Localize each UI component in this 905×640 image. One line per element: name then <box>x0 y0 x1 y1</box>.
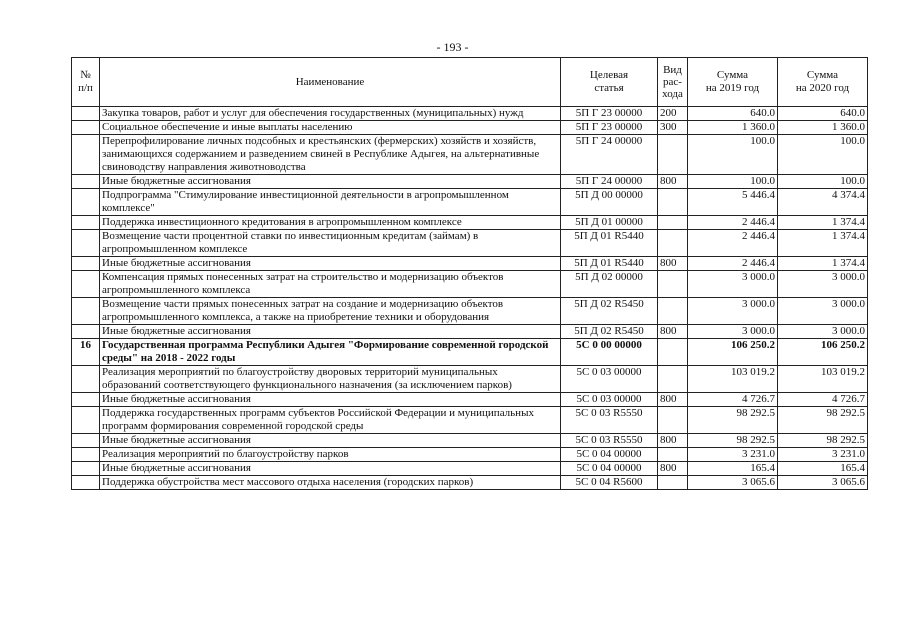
cell-num <box>72 366 100 393</box>
cell-num <box>72 298 100 325</box>
cell-sum-2020: 1 374.4 <box>778 230 868 257</box>
cell-sum-2019: 3 231.0 <box>688 448 778 462</box>
cell-target-code: 5П Д 01 R5440 <box>561 230 658 257</box>
cell-sum-2020: 106 250.2 <box>778 339 868 366</box>
cell-sum-2020: 165.4 <box>778 462 868 476</box>
cell-expense-type: 300 <box>658 121 688 135</box>
cell-name: Компенсация прямых понесенных затрат на строительство и модернизацию объектов агропромышленного комплекса <box>100 271 561 298</box>
cell-name: Возмещение части прямых понесенных затрат на создание и модернизацию объектов агропромышленного комплекса, а также на приобретение техники и оборудования <box>100 298 561 325</box>
cell-name: Перепрофилирование личных подсобных и крестьянских (фермерских) хозяйств и хозяйств, занимающихся содержанием и разведением свиней в Республике Адыгея, на альтернативные свиноводству направления животноводства <box>100 135 561 175</box>
table-row <box>72 407 868 434</box>
cell-sum-2020: 4 726.7 <box>778 393 868 407</box>
cell-sum-2020: 98 292.5 <box>778 434 868 448</box>
table-row <box>72 339 868 366</box>
cell-sum-2019: 100.0 <box>688 135 778 175</box>
cell-name: Поддержка обустройства мест массового отдыха населения (городских парков) <box>100 476 561 490</box>
cell-target-code: 5С 0 03 R5550 <box>561 407 658 434</box>
cell-num <box>72 135 100 175</box>
cell-name: Иные бюджетные ассигнования <box>100 257 561 271</box>
cell-target-code: 5С 0 03 R5550 <box>561 434 658 448</box>
table-row <box>72 434 868 448</box>
table-row <box>72 366 868 393</box>
cell-expense-type: 800 <box>658 434 688 448</box>
cell-name: Реализация мероприятий по благоустройству парков <box>100 448 561 462</box>
table-header-row <box>72 58 868 107</box>
cell-sum-2019: 98 292.5 <box>688 407 778 434</box>
cell-num <box>72 476 100 490</box>
table-row <box>72 216 868 230</box>
header-vid-line3: хода <box>662 88 683 100</box>
cell-expense-type: 800 <box>658 462 688 476</box>
cell-expense-type: 800 <box>658 393 688 407</box>
cell-name: Поддержка государственных программ субъектов Российской Федерации и муниципальных программ формирования современной городской среды <box>100 407 561 434</box>
table-row <box>72 393 868 407</box>
table-row <box>72 135 868 175</box>
cell-sum-2020: 640.0 <box>778 107 868 121</box>
cell-sum-2019: 2 446.4 <box>688 216 778 230</box>
table-row <box>72 175 868 189</box>
cell-expense-type <box>658 298 688 325</box>
table-row <box>72 107 868 121</box>
cell-sum-2019: 165.4 <box>688 462 778 476</box>
cell-sum-2019: 1 360.0 <box>688 121 778 135</box>
cell-target-code: 5П Д 02 R5450 <box>561 325 658 339</box>
table-body <box>72 107 868 490</box>
cell-name: Возмещение части процентной ставки по инвестиционным кредитам (займам) в агропромышленном комплексе <box>100 230 561 257</box>
header-sum-2019-line2: на 2019 год <box>705 82 760 94</box>
cell-sum-2020: 4 374.4 <box>778 189 868 216</box>
cell-name: Закупка товаров, работ и услуг для обеспечения государственных (муниципальных) нужд <box>100 107 561 121</box>
header-num-line2: п/п <box>78 82 93 94</box>
cell-name: Реализация мероприятий по благоустройству дворовых территорий муниципальных образований соответствующего функционального назначения (за исключением парков) <box>100 366 561 393</box>
cell-target-code: 5П Д 01 R5440 <box>561 257 658 271</box>
table-row <box>72 121 868 135</box>
cell-expense-type <box>658 448 688 462</box>
cell-expense-type: 200 <box>658 107 688 121</box>
cell-sum-2019: 640.0 <box>688 107 778 121</box>
cell-num <box>72 448 100 462</box>
cell-expense-type <box>658 366 688 393</box>
header-code-line1: Целевая <box>589 69 629 81</box>
cell-sum-2019: 2 446.4 <box>688 257 778 271</box>
cell-name: Государственная программа Республики Адыгея "Формирование современной городской среды" на 2018 - 2022 годы <box>100 339 561 366</box>
table-row <box>72 476 868 490</box>
cell-num <box>72 462 100 476</box>
cell-sum-2020: 1 374.4 <box>778 257 868 271</box>
cell-expense-type <box>658 407 688 434</box>
cell-name: Поддержка инвестиционного кредитования в агропромышленном комплексе <box>100 216 561 230</box>
cell-num <box>72 107 100 121</box>
cell-target-code: 5П Д 02 R5450 <box>561 298 658 325</box>
cell-num: 16 <box>72 339 100 366</box>
header-sum-2020 <box>778 58 868 107</box>
page-number: - 193 - <box>436 40 469 54</box>
cell-expense-type <box>658 230 688 257</box>
header-num <box>72 58 100 107</box>
header-sum-2020-line2: на 2020 год <box>795 82 850 94</box>
cell-sum-2020: 3 000.0 <box>778 298 868 325</box>
cell-num <box>72 434 100 448</box>
cell-num <box>72 230 100 257</box>
cell-sum-2020: 103 019.2 <box>778 366 868 393</box>
cell-num <box>72 407 100 434</box>
cell-num <box>72 257 100 271</box>
cell-num <box>72 393 100 407</box>
cell-sum-2020: 1 360.0 <box>778 121 868 135</box>
cell-sum-2019: 98 292.5 <box>688 434 778 448</box>
cell-num <box>72 189 100 216</box>
header-sum-2019-line1: Сумма <box>716 69 749 81</box>
cell-target-code: 5П Д 02 00000 <box>561 271 658 298</box>
header-sum-2020-line1: Сумма <box>806 69 839 81</box>
cell-num <box>72 175 100 189</box>
cell-target-code: 5П Д 00 00000 <box>561 189 658 216</box>
cell-sum-2019: 106 250.2 <box>688 339 778 366</box>
cell-sum-2019: 5 446.4 <box>688 189 778 216</box>
cell-sum-2020: 98 292.5 <box>778 407 868 434</box>
table-row <box>72 271 868 298</box>
cell-target-code: 5С 0 04 00000 <box>561 462 658 476</box>
table-row <box>72 257 868 271</box>
cell-name: Иные бюджетные ассигнования <box>100 462 561 476</box>
cell-sum-2020: 100.0 <box>778 175 868 189</box>
cell-target-code: 5П Г 23 00000 <box>561 121 658 135</box>
cell-target-code: 5С 0 03 00000 <box>561 393 658 407</box>
cell-target-code: 5П Г 23 00000 <box>561 107 658 121</box>
cell-expense-type <box>658 216 688 230</box>
cell-sum-2019: 4 726.7 <box>688 393 778 407</box>
cell-target-code: 5С 0 04 R5600 <box>561 476 658 490</box>
budget-table <box>71 57 868 490</box>
cell-target-code: 5П Г 24 00000 <box>561 135 658 175</box>
cell-num <box>72 216 100 230</box>
cell-sum-2019: 100.0 <box>688 175 778 189</box>
cell-sum-2019: 3 065.6 <box>688 476 778 490</box>
cell-num <box>72 121 100 135</box>
header-vid <box>658 58 688 107</box>
cell-target-code: 5П Г 24 00000 <box>561 175 658 189</box>
table-row <box>72 230 868 257</box>
cell-sum-2019: 3 000.0 <box>688 298 778 325</box>
cell-num <box>72 271 100 298</box>
cell-name: Иные бюджетные ассигнования <box>100 175 561 189</box>
header-code <box>561 58 658 107</box>
cell-sum-2019: 103 019.2 <box>688 366 778 393</box>
cell-target-code: 5П Д 01 00000 <box>561 216 658 230</box>
cell-expense-type: 800 <box>658 175 688 189</box>
cell-target-code: 5С 0 00 00000 <box>561 339 658 366</box>
header-name: Наименование <box>100 58 561 107</box>
header-sum-2019 <box>688 58 778 107</box>
header-vid-line2: рас- <box>663 76 682 88</box>
cell-sum-2020: 3 065.6 <box>778 476 868 490</box>
cell-expense-type <box>658 189 688 216</box>
cell-sum-2019: 2 446.4 <box>688 230 778 257</box>
header-num-line1: № <box>80 69 91 81</box>
cell-sum-2020: 100.0 <box>778 135 868 175</box>
table-row <box>72 298 868 325</box>
cell-sum-2019: 3 000.0 <box>688 325 778 339</box>
table-row <box>72 462 868 476</box>
cell-num <box>72 325 100 339</box>
table-row <box>72 189 868 216</box>
cell-name: Подпрограмма "Стимулирование инвестиционной деятельности в агропромышленном комплексе" <box>100 189 561 216</box>
cell-target-code: 5С 0 04 00000 <box>561 448 658 462</box>
cell-expense-type <box>658 135 688 175</box>
cell-expense-type: 800 <box>658 325 688 339</box>
cell-sum-2020: 3 000.0 <box>778 325 868 339</box>
cell-name: Социальное обеспечение и иные выплаты населению <box>100 121 561 135</box>
cell-sum-2020: 3 000.0 <box>778 271 868 298</box>
cell-name: Иные бюджетные ассигнования <box>100 325 561 339</box>
header-code-line2: статья <box>594 82 624 94</box>
header-vid-line1: Вид <box>663 64 682 76</box>
cell-name: Иные бюджетные ассигнования <box>100 434 561 448</box>
cell-expense-type <box>658 271 688 298</box>
cell-sum-2019: 3 000.0 <box>688 271 778 298</box>
cell-sum-2020: 1 374.4 <box>778 216 868 230</box>
table-row <box>72 325 868 339</box>
cell-expense-type <box>658 476 688 490</box>
cell-name: Иные бюджетные ассигнования <box>100 393 561 407</box>
table-row <box>72 448 868 462</box>
cell-expense-type: 800 <box>658 257 688 271</box>
cell-target-code: 5С 0 03 00000 <box>561 366 658 393</box>
cell-sum-2020: 3 231.0 <box>778 448 868 462</box>
cell-expense-type <box>658 339 688 366</box>
